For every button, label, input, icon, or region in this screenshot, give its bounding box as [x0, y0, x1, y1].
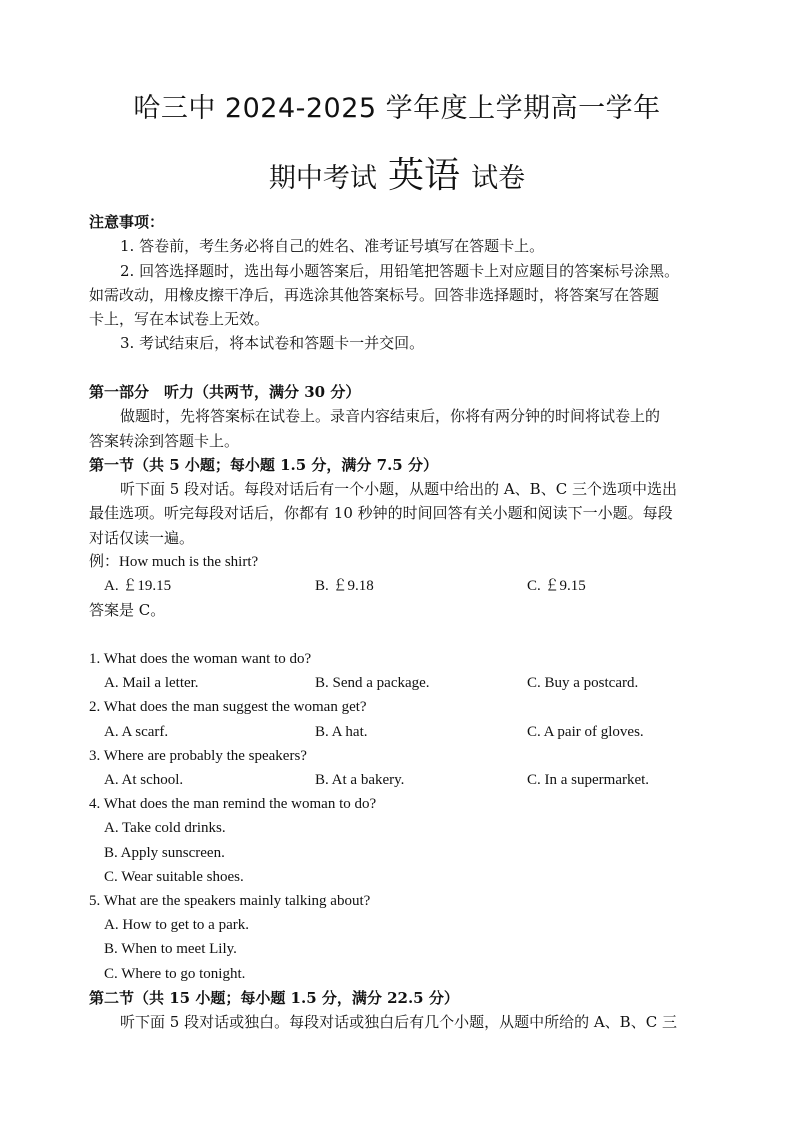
option-c: C. Where to go tonight. [104, 965, 246, 982]
example-option-a: A. ￡19.15 [104, 578, 172, 595]
option-a: A. How to get to a park. [104, 917, 249, 934]
notice-item-2-cont: 如需改动，用橡皮擦干净后，再选涂其他答案标号。回答非选择题时，将答案写在答题 [89, 285, 660, 304]
questions-block [89, 647, 719, 986]
title-exam-type: 期中考试 [268, 163, 377, 194]
example-option-c: C. ￡9.15 [527, 578, 586, 595]
question-1: 1. What does the woman want to do? [89, 651, 312, 667]
question-5: 5. What are the speakers mainly talking about? [89, 892, 371, 909]
option-c: C. In a supermarket. [527, 771, 650, 788]
example-question: 例：How much is the shirt? [89, 554, 259, 570]
option-b: B. Apply sunscreen. [104, 844, 225, 861]
notice-block [89, 210, 711, 356]
section1-heading: 第一节（共 5 小题；每小题 1.5 分，满分 7.5 分） [89, 455, 438, 474]
question-2-options [89, 720, 719, 744]
example-answer: 答案是 C。 [89, 601, 166, 620]
option-c: C. A pair of gloves. [527, 723, 644, 740]
option-b: B. When to meet Lily. [104, 941, 237, 958]
example-block [89, 550, 719, 623]
part1-intro-2: 答案转涂到答题卡上。 [89, 431, 240, 450]
exam-title-line1: 哈三中 2024-2025 学年度上学期高一学年 [133, 93, 661, 124]
option-a: A. A scarf. [104, 723, 169, 740]
option-b: B. Send a package. [315, 675, 430, 692]
part1-heading: 第一部分 听力（共两节，满分 30 分） [89, 383, 361, 401]
question-1-options [89, 671, 719, 695]
notice-item-2-cont2: 卡上，写在本试卷上无效。 [89, 310, 270, 329]
option-a: A. Take cold drinks. [104, 820, 226, 837]
example-option-b: B. ￡9.18 [315, 578, 374, 595]
section1-intro-2: 最佳选项。听完每段对话后，你都有 10 秒钟的时间回答有关小题和阅读下一小题。每段 [89, 504, 673, 523]
option-b: B. A hat. [315, 723, 368, 740]
notice-item-1: 1. 答卷前，考生务必将自己的姓名、准考证号填写在答题卡上。 [120, 237, 545, 256]
question-4: 4. What does the man remind the woman to do? [89, 796, 377, 813]
option-b: B. At a bakery. [315, 771, 405, 788]
title-subject: 英语 [387, 155, 460, 196]
part1-intro-1: 做题时，先将答案标在试卷上。录音内容结束后，你将有两分钟的时间将试卷上的 [120, 407, 661, 426]
section2-block [89, 986, 711, 1035]
question-2: 2. What does the man suggest the woman get? [89, 699, 367, 716]
question-3: 3. Where are probably the speakers? [89, 747, 307, 764]
question-3-options [89, 768, 719, 792]
option-a: A. At school. [104, 771, 184, 788]
section1-intro-3: 对话仅读一遍。 [89, 528, 195, 547]
option-c: C. Wear suitable shoes. [104, 868, 244, 885]
option-c: C. Buy a postcard. [527, 675, 639, 692]
section2-heading: 第二节（共 15 小题；每小题 1.5 分，满分 22.5 分） [89, 989, 459, 1007]
section2-intro-1: 听下面 5 段对话或独白。每段对话或独白后有几个小题，从题中所给的 A、B、C 三 [120, 1013, 677, 1032]
notice-heading: 注意事项： [89, 213, 165, 231]
notice-item-2: 2. 回答选择题时，选出每小题答案后，用铅笔把答题卡上对应题目的答案标号涂黑。 [120, 261, 680, 280]
exam-title-line2 [0, 154, 794, 204]
part1-block [89, 380, 711, 550]
example-options [89, 574, 719, 598]
option-a: A. Mail a letter. [104, 675, 199, 692]
section1-intro-1: 听下面 5 段对话。每段对话后有一个小题，从题中给出的 A、B、C 三个选项中选出 [120, 480, 677, 499]
notice-item-3: 3. 考试结束后，将本试卷和答题卡一并交回。 [120, 334, 425, 353]
title-paper: 试卷 [471, 163, 526, 194]
